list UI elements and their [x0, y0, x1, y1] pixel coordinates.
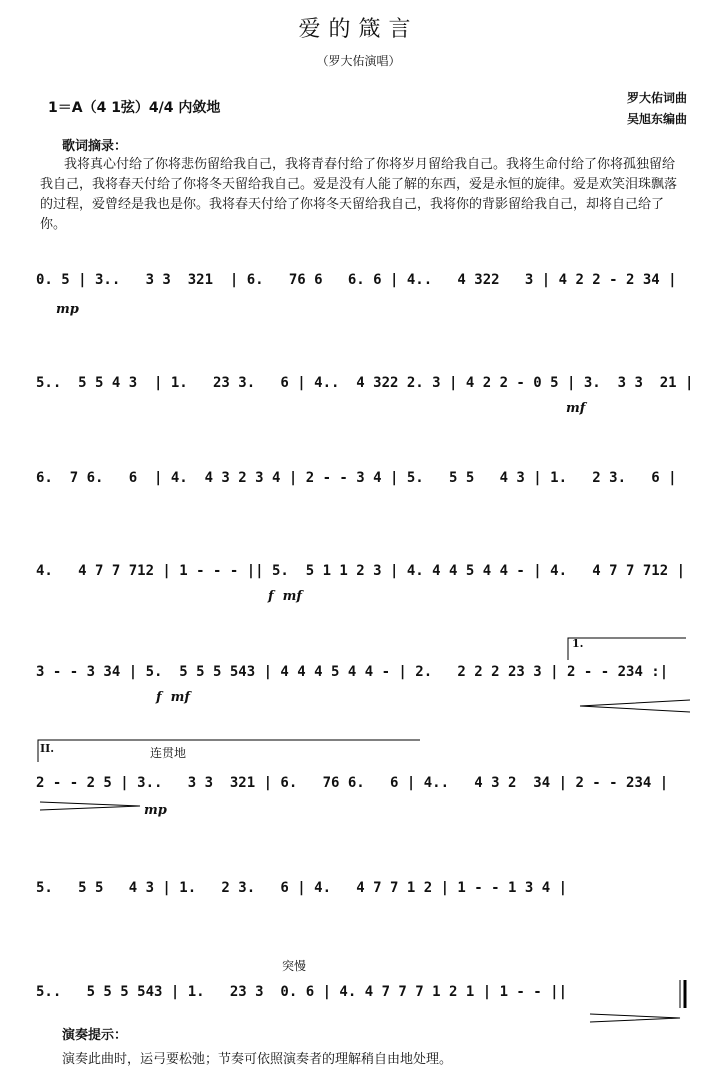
- hairpin-decrescendo: [40, 802, 140, 810]
- score-row-notes: 5.. 5 5 5 543 | 1. 23 3 0. 6 | 4. 4 7 7 7 1 2 1 | 1 - - ||: [36, 984, 568, 1000]
- credit-arranger: 吴旭东编曲: [626, 112, 687, 126]
- volta-1-label: 1.: [572, 637, 584, 650]
- score-row-notes: 3 - - 3 34 | 5. 5 5 5 543 | 4 4 4 5 4 4 - | 2. 2 2 2 23 3 | 2 - - 234 :|: [36, 664, 669, 680]
- volta-1-bracket: [568, 638, 686, 660]
- tips-heading: 演奏提示：: [62, 1028, 128, 1043]
- score-row-notes: 6. 7 6. 6 | 4. 4 3 2 3 4 | 2 - - 3 4 | 5. 5 5 4 3 | 1. 2 3. 6 |: [36, 470, 677, 486]
- score-row-notes: 0. 5 | 3.. 3 3 321 | 6. 76 6 6. 6 | 4.. 4 322 3 | 4 2 2 - 2 34 |: [36, 272, 677, 288]
- tips-text: 演奏此曲时，运弓要松弛；节奏可依照演奏者的理解稍自由地处理。: [62, 1052, 453, 1067]
- score-row-notes: 2 - - 2 5 | 3.. 3 3 321 | 6. 76 6. 6 | 4.. 4 3 2 34 | 2 - - 234 |: [36, 775, 669, 791]
- volta-2-label: II.: [40, 742, 55, 755]
- credit-lyrics: 罗大佑词曲: [626, 91, 687, 105]
- key-signature: 1＝A（4 1弦）4/4 内敛地: [48, 100, 221, 116]
- score-row-notes: 5. 5 5 4 3 | 1. 2 3. 6 | 4. 4 7 7 1 2 | 1 - - 1 3 4 |: [36, 880, 568, 896]
- dynamic-mark: mf: [566, 401, 586, 416]
- score-row-notes: 5.. 5 5 4 3 | 1. 23 3. 6 | 4.. 4 322 2. 3 | 4 2 2 - 0 5 | 3. 3 3 21 |: [36, 375, 694, 391]
- tempo-mark-rit: 突慢: [282, 959, 307, 973]
- volta-2-bracket: [38, 740, 420, 762]
- score-title: 爱的箴言: [298, 17, 419, 42]
- tempo-mark-legato: 连贯地: [150, 746, 187, 760]
- lyrics-text: 我将真心付给了你将悲伤留给我自己，我将青春付给了你将岁月留给我自己。我将生命付给了你将孤独留给我自己，我将春天付给了你将冬天留给我自己。爱是没有人能了解的东西，爱是永恒的旋律。爱是欢笑泪珠飘落的过程，爱曾经是我也是你。我将春天付给了你将冬天留给我自己，我将你的背影留给我自己，却将自己给了你。: [40, 157, 678, 232]
- dynamic-mark: mp: [144, 803, 167, 818]
- score-row-notes: 4. 4 7 7 712 | 1 - - - || 5. 5 1 1 2 3 | 4. 4 4 5 4 4 - | 4. 4 7 7 712 |: [36, 563, 686, 579]
- dynamic-mark: f mf: [268, 589, 302, 604]
- hairpin-decrescendo: [580, 700, 690, 712]
- dynamic-mark: f mf: [156, 690, 190, 705]
- dynamic-mark: mp: [56, 302, 79, 317]
- hairpin-decrescendo: [590, 1014, 680, 1022]
- lyrics-heading: 歌词摘录：: [62, 139, 128, 154]
- score-subtitle: （罗大佑演唱）: [316, 54, 401, 68]
